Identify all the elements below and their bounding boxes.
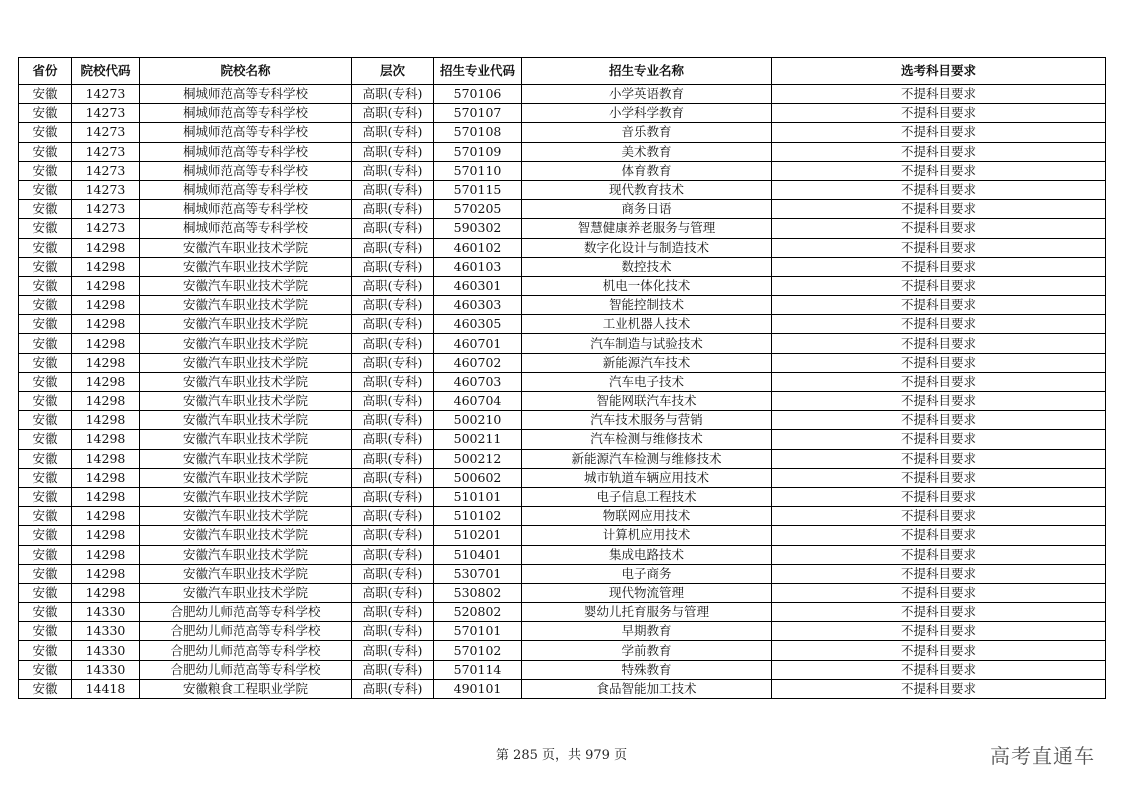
- table-row: [19, 487, 1106, 506]
- cell-level: 高职(专科): [352, 411, 434, 430]
- cell-school-name: 安徽汽车职业技术学院: [140, 353, 352, 372]
- cell-province: 安徽: [19, 679, 72, 698]
- table-row: [19, 392, 1106, 411]
- table-row: [19, 142, 1106, 161]
- cell-level: 高职(专科): [352, 641, 434, 660]
- cell-school-name: 安徽汽车职业技术学院: [140, 487, 352, 506]
- cell-province: 安徽: [19, 603, 72, 622]
- cell-major-code: 530802: [434, 583, 522, 602]
- cell-school-name: 安徽汽车职业技术学院: [140, 526, 352, 545]
- cell-subject-requirement: 不提科目要求: [772, 200, 1106, 219]
- cell-school-name: 桐城师范高等专科学校: [140, 142, 352, 161]
- cell-province: 安徽: [19, 353, 72, 372]
- cell-province: 安徽: [19, 545, 72, 564]
- table-row: [19, 449, 1106, 468]
- cell-major-name: 集成电路技术: [522, 545, 772, 564]
- table-row: [19, 564, 1106, 583]
- cell-level: 高职(专科): [352, 449, 434, 468]
- cell-province: 安徽: [19, 315, 72, 334]
- cell-major-name: 早期教育: [522, 622, 772, 641]
- table-row: [19, 161, 1106, 180]
- cell-major-code: 570115: [434, 180, 522, 199]
- cell-level: 高职(专科): [352, 238, 434, 257]
- cell-province: 安徽: [19, 487, 72, 506]
- cell-school-name: 桐城师范高等专科学校: [140, 161, 352, 180]
- cell-province: 安徽: [19, 219, 72, 238]
- cell-major-code: 460301: [434, 276, 522, 295]
- cell-subject-requirement: 不提科目要求: [772, 411, 1106, 430]
- cell-subject-requirement: 不提科目要求: [772, 468, 1106, 487]
- cell-subject-requirement: 不提科目要求: [772, 392, 1106, 411]
- cell-school-code: 14298: [72, 545, 140, 564]
- cell-subject-requirement: 不提科目要求: [772, 180, 1106, 199]
- cell-province: 安徽: [19, 276, 72, 295]
- cell-school-code: 14330: [72, 641, 140, 660]
- cell-school-code: 14418: [72, 679, 140, 698]
- cell-school-name: 桐城师范高等专科学校: [140, 219, 352, 238]
- cell-province: 安徽: [19, 123, 72, 142]
- cell-subject-requirement: 不提科目要求: [772, 660, 1106, 679]
- cell-subject-requirement: 不提科目要求: [772, 487, 1106, 506]
- table-row: [19, 372, 1106, 391]
- table-row: [19, 526, 1106, 545]
- cell-province: 安徽: [19, 238, 72, 257]
- cell-school-code: 14273: [72, 85, 140, 104]
- cell-major-code: 460702: [434, 353, 522, 372]
- cell-major-name: 特殊教育: [522, 660, 772, 679]
- cell-subject-requirement: 不提科目要求: [772, 641, 1106, 660]
- header-school-code: 院校代码: [72, 58, 140, 85]
- cell-school-name: 安徽汽车职业技术学院: [140, 468, 352, 487]
- cell-province: 安徽: [19, 372, 72, 391]
- cell-major-name: 新能源汽车技术: [522, 353, 772, 372]
- cell-province: 安徽: [19, 85, 72, 104]
- cell-subject-requirement: 不提科目要求: [772, 679, 1106, 698]
- table-row: [19, 180, 1106, 199]
- cell-major-code: 510401: [434, 545, 522, 564]
- cell-major-code: 460701: [434, 334, 522, 353]
- cell-major-code: 570110: [434, 161, 522, 180]
- cell-school-code: 14273: [72, 123, 140, 142]
- cell-province: 安徽: [19, 142, 72, 161]
- cell-major-code: 500210: [434, 411, 522, 430]
- cell-school-name: 桐城师范高等专科学校: [140, 123, 352, 142]
- cell-level: 高职(专科): [352, 219, 434, 238]
- cell-level: 高职(专科): [352, 142, 434, 161]
- cell-school-code: 14298: [72, 296, 140, 315]
- cell-school-code: 14298: [72, 526, 140, 545]
- cell-major-code: 460305: [434, 315, 522, 334]
- cell-major-code: 510102: [434, 507, 522, 526]
- cell-province: 安徽: [19, 296, 72, 315]
- cell-subject-requirement: 不提科目要求: [772, 507, 1106, 526]
- cell-school-code: 14298: [72, 487, 140, 506]
- cell-level: 高职(专科): [352, 257, 434, 276]
- cell-major-name: 小学科学教育: [522, 104, 772, 123]
- cell-school-code: 14298: [72, 372, 140, 391]
- cell-subject-requirement: 不提科目要求: [772, 276, 1106, 295]
- cell-level: 高职(专科): [352, 430, 434, 449]
- cell-school-code: 14330: [72, 622, 140, 641]
- cell-province: 安徽: [19, 180, 72, 199]
- cell-school-code: 14273: [72, 180, 140, 199]
- cell-level: 高职(专科): [352, 545, 434, 564]
- cell-major-code: 570106: [434, 85, 522, 104]
- cell-level: 高职(专科): [352, 564, 434, 583]
- cell-major-name: 婴幼儿托育服务与管理: [522, 603, 772, 622]
- cell-school-code: 14273: [72, 219, 140, 238]
- cell-major-name: 物联网应用技术: [522, 507, 772, 526]
- cell-school-code: 14298: [72, 507, 140, 526]
- cell-school-name: 合肥幼儿师范高等专科学校: [140, 660, 352, 679]
- cell-school-name: 桐城师范高等专科学校: [140, 180, 352, 199]
- cell-subject-requirement: 不提科目要求: [772, 257, 1106, 276]
- cell-subject-requirement: 不提科目要求: [772, 123, 1106, 142]
- cell-province: 安徽: [19, 104, 72, 123]
- header-major-name: 招生专业名称: [522, 58, 772, 85]
- cell-school-name: 安徽汽车职业技术学院: [140, 430, 352, 449]
- table-row: [19, 315, 1106, 334]
- cell-school-code: 14330: [72, 660, 140, 679]
- cell-subject-requirement: 不提科目要求: [772, 622, 1106, 641]
- cell-school-name: 安徽汽车职业技术学院: [140, 564, 352, 583]
- cell-major-name: 计算机应用技术: [522, 526, 772, 545]
- cell-major-code: 510201: [434, 526, 522, 545]
- cell-level: 高职(专科): [352, 353, 434, 372]
- cell-school-name: 合肥幼儿师范高等专科学校: [140, 641, 352, 660]
- cell-level: 高职(专科): [352, 603, 434, 622]
- cell-major-code: 460303: [434, 296, 522, 315]
- header-province: 省份: [19, 58, 72, 85]
- cell-major-name: 汽车制造与试验技术: [522, 334, 772, 353]
- cell-major-name: 电子信息工程技术: [522, 487, 772, 506]
- cell-major-name: 现代物流管理: [522, 583, 772, 602]
- cell-level: 高职(专科): [352, 123, 434, 142]
- cell-school-name: 桐城师范高等专科学校: [140, 104, 352, 123]
- cell-level: 高职(专科): [352, 180, 434, 199]
- cell-school-code: 14298: [72, 392, 140, 411]
- cell-province: 安徽: [19, 622, 72, 641]
- cell-school-name: 桐城师范高等专科学校: [140, 200, 352, 219]
- cell-major-code: 500602: [434, 468, 522, 487]
- cell-school-code: 14298: [72, 257, 140, 276]
- cell-major-name: 现代教育技术: [522, 180, 772, 199]
- cell-major-name: 小学英语教育: [522, 85, 772, 104]
- header-subject-requirement: 选考科目要求: [772, 58, 1106, 85]
- cell-school-code: 14298: [72, 430, 140, 449]
- cell-subject-requirement: 不提科目要求: [772, 564, 1106, 583]
- cell-province: 安徽: [19, 526, 72, 545]
- cell-level: 高职(专科): [352, 583, 434, 602]
- cell-level: 高职(专科): [352, 468, 434, 487]
- cell-major-name: 食品智能加工技术: [522, 679, 772, 698]
- cell-level: 高职(专科): [352, 104, 434, 123]
- cell-subject-requirement: 不提科目要求: [772, 334, 1106, 353]
- cell-province: 安徽: [19, 257, 72, 276]
- cell-school-code: 14298: [72, 315, 140, 334]
- cell-subject-requirement: 不提科目要求: [772, 372, 1106, 391]
- cell-subject-requirement: 不提科目要求: [772, 296, 1106, 315]
- cell-major-name: 城市轨道车辆应用技术: [522, 468, 772, 487]
- cell-province: 安徽: [19, 411, 72, 430]
- cell-major-code: 570102: [434, 641, 522, 660]
- cell-subject-requirement: 不提科目要求: [772, 219, 1106, 238]
- cell-major-code: 460704: [434, 392, 522, 411]
- cell-school-code: 14273: [72, 200, 140, 219]
- cell-school-name: 安徽汽车职业技术学院: [140, 372, 352, 391]
- cell-school-code: 14330: [72, 603, 140, 622]
- cell-level: 高职(专科): [352, 526, 434, 545]
- cell-major-name: 学前教育: [522, 641, 772, 660]
- cell-school-code: 14273: [72, 104, 140, 123]
- cell-school-name: 安徽汽车职业技术学院: [140, 276, 352, 295]
- cell-school-name: 安徽汽车职业技术学院: [140, 238, 352, 257]
- cell-major-name: 智慧健康养老服务与管理: [522, 219, 772, 238]
- cell-major-name: 汽车技术服务与营销: [522, 411, 772, 430]
- cell-school-code: 14273: [72, 161, 140, 180]
- cell-level: 高职(专科): [352, 487, 434, 506]
- cell-major-code: 570108: [434, 123, 522, 142]
- cell-level: 高职(专科): [352, 392, 434, 411]
- cell-subject-requirement: 不提科目要求: [772, 104, 1106, 123]
- table-body: [19, 85, 1106, 699]
- table-row: [19, 334, 1106, 353]
- table-row: [19, 411, 1106, 430]
- cell-major-code: 590302: [434, 219, 522, 238]
- cell-level: 高职(专科): [352, 276, 434, 295]
- cell-school-name: 合肥幼儿师范高等专科学校: [140, 622, 352, 641]
- table-row: [19, 545, 1106, 564]
- table-row: [19, 603, 1106, 622]
- cell-province: 安徽: [19, 449, 72, 468]
- cell-major-name: 机电一体化技术: [522, 276, 772, 295]
- cell-subject-requirement: 不提科目要求: [772, 238, 1106, 257]
- cell-subject-requirement: 不提科目要求: [772, 430, 1106, 449]
- cell-level: 高职(专科): [352, 85, 434, 104]
- cell-major-name: 汽车检测与维修技术: [522, 430, 772, 449]
- cell-major-code: 570101: [434, 622, 522, 641]
- table-row: [19, 296, 1106, 315]
- admission-table: [18, 57, 1106, 699]
- table-row: [19, 622, 1106, 641]
- cell-subject-requirement: 不提科目要求: [772, 449, 1106, 468]
- cell-level: 高职(专科): [352, 200, 434, 219]
- cell-major-code: 570107: [434, 104, 522, 123]
- cell-school-code: 14298: [72, 468, 140, 487]
- cell-level: 高职(专科): [352, 679, 434, 698]
- table-row: [19, 257, 1106, 276]
- cell-major-code: 570114: [434, 660, 522, 679]
- cell-major-name: 体育教育: [522, 161, 772, 180]
- cell-province: 安徽: [19, 583, 72, 602]
- cell-province: 安徽: [19, 430, 72, 449]
- cell-major-code: 570205: [434, 200, 522, 219]
- watermark-logo: 高考直通车: [990, 744, 1095, 768]
- cell-province: 安徽: [19, 507, 72, 526]
- cell-school-name: 安徽粮食工程职业学院: [140, 679, 352, 698]
- cell-major-name: 电子商务: [522, 564, 772, 583]
- cell-level: 高职(专科): [352, 296, 434, 315]
- header-school-name: 院校名称: [140, 58, 352, 85]
- cell-major-name: 数字化设计与制造技术: [522, 238, 772, 257]
- cell-major-code: 500212: [434, 449, 522, 468]
- cell-subject-requirement: 不提科目要求: [772, 353, 1106, 372]
- table-row: [19, 104, 1106, 123]
- table-row: [19, 660, 1106, 679]
- cell-school-name: 桐城师范高等专科学校: [140, 85, 352, 104]
- cell-subject-requirement: 不提科目要求: [772, 603, 1106, 622]
- cell-subject-requirement: 不提科目要求: [772, 142, 1106, 161]
- table-row: [19, 219, 1106, 238]
- table-row: [19, 430, 1106, 449]
- table-row: [19, 353, 1106, 372]
- cell-major-code: 570109: [434, 142, 522, 161]
- cell-major-code: 520802: [434, 603, 522, 622]
- cell-subject-requirement: 不提科目要求: [772, 526, 1106, 545]
- cell-province: 安徽: [19, 392, 72, 411]
- cell-province: 安徽: [19, 564, 72, 583]
- cell-major-name: 汽车电子技术: [522, 372, 772, 391]
- cell-level: 高职(专科): [352, 507, 434, 526]
- cell-province: 安徽: [19, 468, 72, 487]
- cell-major-name: 工业机器人技术: [522, 315, 772, 334]
- cell-level: 高职(专科): [352, 622, 434, 641]
- cell-school-name: 安徽汽车职业技术学院: [140, 411, 352, 430]
- table-row: [19, 468, 1106, 487]
- cell-school-code: 14298: [72, 276, 140, 295]
- cell-major-name: 美术教育: [522, 142, 772, 161]
- cell-subject-requirement: 不提科目要求: [772, 315, 1106, 334]
- cell-school-code: 14298: [72, 334, 140, 353]
- table-row: [19, 507, 1106, 526]
- cell-school-code: 14298: [72, 238, 140, 257]
- header-major-code: 招生专业代码: [434, 58, 522, 85]
- page-number: 第 285 页，共 979 页: [495, 748, 628, 763]
- cell-province: 安徽: [19, 161, 72, 180]
- cell-school-name: 合肥幼儿师范高等专科学校: [140, 603, 352, 622]
- cell-level: 高职(专科): [352, 161, 434, 180]
- cell-major-name: 音乐教育: [522, 123, 772, 142]
- table-row: [19, 238, 1106, 257]
- cell-school-name: 安徽汽车职业技术学院: [140, 392, 352, 411]
- table-row: [19, 583, 1106, 602]
- table-row: [19, 123, 1106, 142]
- cell-major-code: 490101: [434, 679, 522, 698]
- cell-major-name: 数控技术: [522, 257, 772, 276]
- cell-province: 安徽: [19, 334, 72, 353]
- cell-major-name: 智能控制技术: [522, 296, 772, 315]
- cell-subject-requirement: 不提科目要求: [772, 545, 1106, 564]
- cell-major-code: 500211: [434, 430, 522, 449]
- cell-level: 高职(专科): [352, 660, 434, 679]
- cell-major-name: 智能网联汽车技术: [522, 392, 772, 411]
- cell-subject-requirement: 不提科目要求: [772, 161, 1106, 180]
- cell-school-name: 安徽汽车职业技术学院: [140, 257, 352, 276]
- table-row: [19, 641, 1106, 660]
- cell-school-name: 安徽汽车职业技术学院: [140, 334, 352, 353]
- cell-level: 高职(专科): [352, 334, 434, 353]
- table-row: [19, 276, 1106, 295]
- cell-subject-requirement: 不提科目要求: [772, 583, 1106, 602]
- cell-major-code: 530701: [434, 564, 522, 583]
- cell-school-name: 安徽汽车职业技术学院: [140, 296, 352, 315]
- table-row: [19, 679, 1106, 698]
- table-row: [19, 85, 1106, 104]
- cell-school-code: 14298: [72, 564, 140, 583]
- cell-level: 高职(专科): [352, 372, 434, 391]
- cell-school-code: 14298: [72, 449, 140, 468]
- cell-school-name: 安徽汽车职业技术学院: [140, 545, 352, 564]
- cell-school-code: 14298: [72, 411, 140, 430]
- table-header-row: [19, 58, 1106, 85]
- cell-province: 安徽: [19, 660, 72, 679]
- cell-school-name: 安徽汽车职业技术学院: [140, 449, 352, 468]
- cell-subject-requirement: 不提科目要求: [772, 85, 1106, 104]
- cell-school-code: 14298: [72, 353, 140, 372]
- cell-major-code: 460102: [434, 238, 522, 257]
- cell-province: 安徽: [19, 641, 72, 660]
- cell-major-name: 商务日语: [522, 200, 772, 219]
- table-row: [19, 200, 1106, 219]
- header-level: 层次: [352, 58, 434, 85]
- cell-province: 安徽: [19, 200, 72, 219]
- cell-major-code: 510101: [434, 487, 522, 506]
- cell-school-name: 安徽汽车职业技术学院: [140, 583, 352, 602]
- cell-major-name: 新能源汽车检测与维修技术: [522, 449, 772, 468]
- cell-school-name: 安徽汽车职业技术学院: [140, 315, 352, 334]
- cell-school-name: 安徽汽车职业技术学院: [140, 507, 352, 526]
- cell-major-code: 460703: [434, 372, 522, 391]
- cell-school-code: 14273: [72, 142, 140, 161]
- cell-major-code: 460103: [434, 257, 522, 276]
- cell-level: 高职(专科): [352, 315, 434, 334]
- cell-school-code: 14298: [72, 583, 140, 602]
